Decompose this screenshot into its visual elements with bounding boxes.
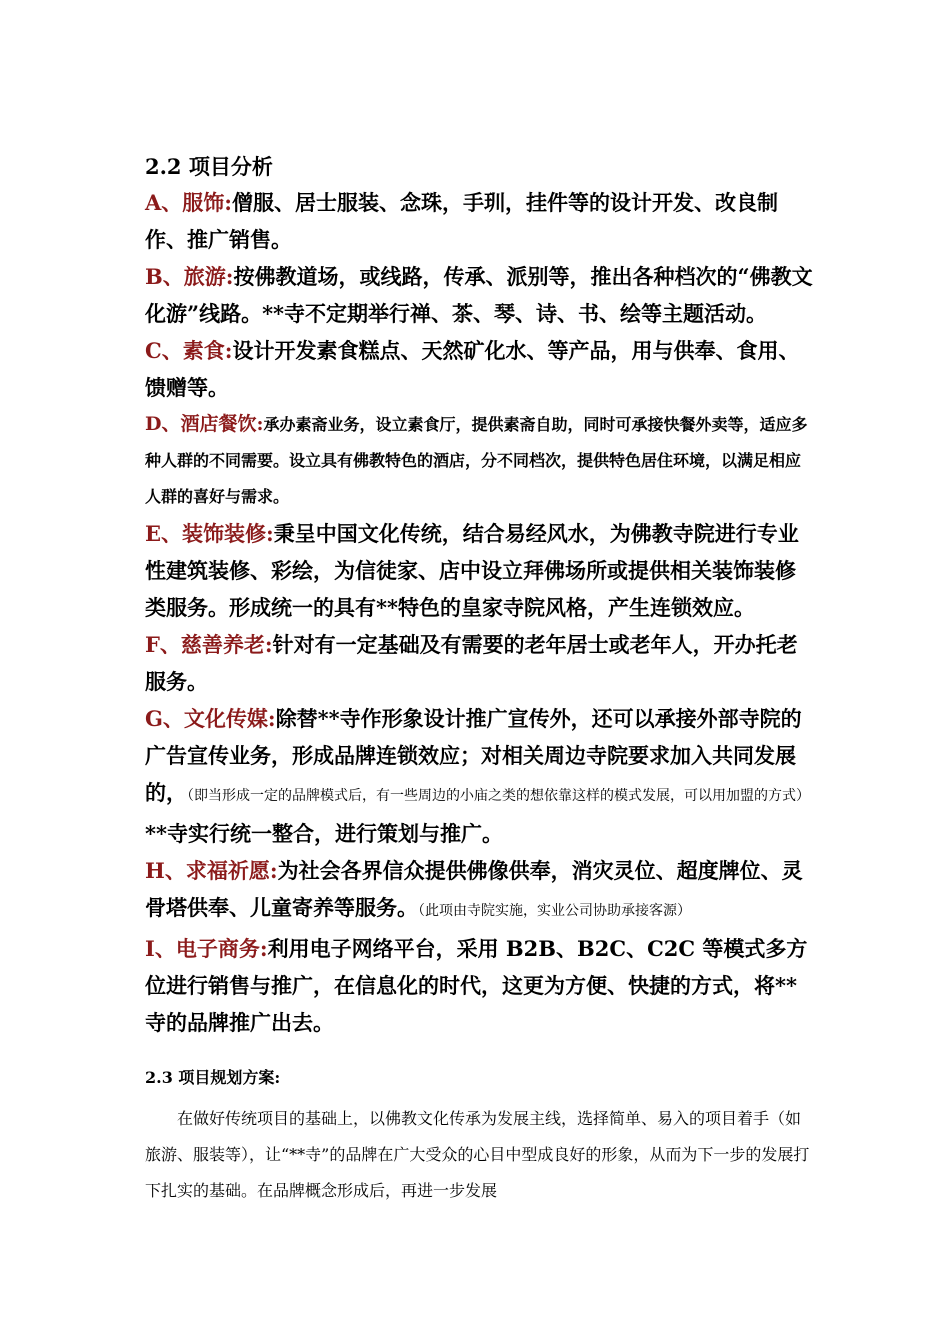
item-c-label: C、素食: <box>145 338 233 363</box>
item-e-text: 秉呈中国文化传统，结合易经风水，为佛教寺院进行专业性建筑装修、彩绘，为信徒家、店中设立拜佛场所或提供相关装饰装修类服务。形成统一的具有**特色的皇家寺院风格，产生连锁效应。 <box>145 521 799 620</box>
item-i <box>145 930 815 1041</box>
item-d-text: 承办素斋业务，设立素食厅，提供素斋自助，同时可承接快餐外卖等，适应多种人群的不同需要。设立具有佛教特色的酒店，分不同档次，提供特色居住环境，以满足相应人群的喜好与需求。 <box>145 415 808 506</box>
item-g-label: G、文化传媒: <box>145 706 276 731</box>
item-i-label: I、电子商务: <box>145 936 268 961</box>
section-2-3-title: 2.3 项目规划方案: <box>145 1068 281 1087</box>
item-b-text: 按佛教道场，或线路，传承、派别等，推出各种档次的“佛教文化游”线路。**寺不定期举行禅、茶、琴、诗、书、绘等主题活动。 <box>145 264 813 326</box>
item-a-label: A、服饰: <box>145 190 233 215</box>
item-g-note: （即当形成一定的品牌模式后，有一些周边的小庙之类的想依靠这样的模式发展，可以用加盟的方式） <box>187 788 810 804</box>
item-f-label: F、慈善养老: <box>145 632 273 657</box>
item-d <box>145 406 815 515</box>
section-2-2-title: 2.2 项目分析 <box>145 154 273 179</box>
item-a-text: 僧服、居士服装、念珠，手玔，挂件等的设计开发、改良制作、推广销售。 <box>145 190 779 252</box>
item-b-label: B、旅游: <box>145 264 234 289</box>
item-h <box>145 852 815 930</box>
item-h-label: H、求福祈愿: <box>145 858 278 883</box>
item-e <box>145 515 815 626</box>
item-g-text: 除替**寺作形象设计推广宣传外，还可以承接外部寺院的广告宣传业务，形成品牌连锁效应；对相关周边寺院要求加入共同发展的， <box>145 706 802 805</box>
document-content <box>145 150 815 1225</box>
item-c-text: 设计开发素食糕点、天然矿化水、等产品，用与供奉、食用、馈赠等。 <box>145 338 800 400</box>
item-g <box>145 700 815 852</box>
item-f-text: 针对有一定基础及有需要的老年居士或老年人，开办托老服务。 <box>145 632 798 694</box>
item-i-text: 利用电子网络平台，采用 B2B、B2C、C2C 等模式多方位进行销售与推广，在信息化的时代，这更为方便、快捷的方式，将**寺的品牌推广出去。 <box>145 936 808 1035</box>
item-c <box>145 332 815 406</box>
item-d-label: D、酒店餐饮: <box>145 413 264 435</box>
item-e-label: E、装饰装修: <box>145 521 274 546</box>
item-h-note: （此项由寺院实施，实业公司协助承接客源） <box>418 903 691 919</box>
item-g-text2: **寺实行统一整合，进行策划与推广。 <box>145 821 503 846</box>
item-f <box>145 626 815 700</box>
item-h-text: 为社会各界信众提供佛像供奉，消灾灵位、超度牌位、灵骨塔供奉、儿童寄养等服务。 <box>145 858 803 920</box>
section-2-3-paragraph: 在做好传统项目的基础上，以佛教文化传承为发展主线，选择简单、易入的项目着手（如旅游、服装等），让“**寺”的品牌在广大受众的心目中型成良好的形象，从而为下一步的发展打下扎实的基础。在品牌概念形成后，再进一步发展 <box>145 1109 810 1200</box>
item-b <box>145 258 815 332</box>
item-a <box>145 184 815 258</box>
